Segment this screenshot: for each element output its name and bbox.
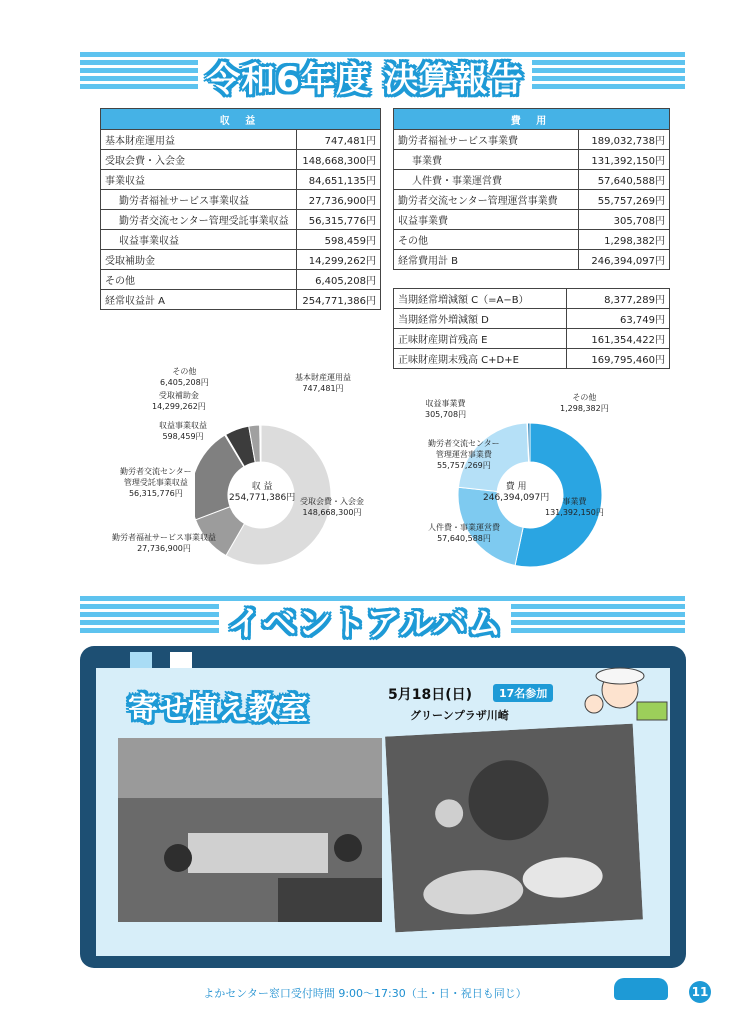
row-label: 事業費 xyxy=(394,150,579,170)
row-label: 受取補助金 xyxy=(101,250,297,270)
row-label: 収益事業費 xyxy=(394,210,579,230)
row-value: 161,354,422円 xyxy=(567,329,670,349)
row-value: 254,771,386円 xyxy=(296,290,380,310)
rev-label-welfare: 勤労者福祉サービス事業収益 27,736,900円 xyxy=(112,533,216,553)
row-label: 収益事業収益 xyxy=(101,230,297,250)
row-value: 189,032,738円 xyxy=(579,130,670,150)
table-row xyxy=(394,190,670,210)
event-place: グリーンプラザ川崎 xyxy=(410,709,509,722)
table-row xyxy=(394,170,670,190)
row-value: 56,315,776円 xyxy=(296,210,380,230)
table-row xyxy=(101,150,381,170)
row-label: 正味財産期首残高 E xyxy=(394,329,567,349)
expense-table xyxy=(393,108,670,270)
rev-label-subsidy: 受取補助金 14,299,262円 xyxy=(152,391,206,411)
row-label: 当期経常増減額 C（=A−B） xyxy=(394,289,567,309)
table-row xyxy=(101,130,381,150)
rev-label-other: その他 6,405,208円 xyxy=(160,367,209,387)
event-name: 寄せ植え教室 xyxy=(128,692,308,727)
table-row xyxy=(394,289,670,309)
row-label: 受取会費・入会金 xyxy=(101,150,297,170)
album-title: イベントアルバム xyxy=(0,596,730,645)
row-label: 勤労者福祉サービス事業収益 xyxy=(101,190,297,210)
row-label: 正味財産期末残高 C+D+E xyxy=(394,349,567,369)
table-row xyxy=(101,210,381,230)
event-participants: 17名参加 xyxy=(493,684,553,702)
table-row xyxy=(394,349,670,369)
row-value: 131,392,150円 xyxy=(579,150,670,170)
row-label: 当期経常外増減額 D xyxy=(394,309,567,329)
row-value: 63,749円 xyxy=(567,309,670,329)
table-row xyxy=(101,170,381,190)
row-value: 1,298,382円 xyxy=(579,230,670,250)
event-photo-planting xyxy=(385,724,643,933)
table-row xyxy=(394,230,670,250)
rev-label-profit: 収益事業収益 598,459円 xyxy=(159,421,207,441)
row-label: 勤労者交流センター管理運営事業費 xyxy=(394,190,579,210)
row-label: その他 xyxy=(394,230,579,250)
exp-label-business: 事業費 131,392,150円 xyxy=(545,497,604,517)
row-label: 勤労者福祉サービス事業費 xyxy=(394,130,579,150)
deco-house-2 xyxy=(170,652,192,668)
revenue-header: 収 益 xyxy=(101,109,381,130)
row-value: 27,736,900円 xyxy=(296,190,380,210)
exp-center-label: 費 用 246,394,097円 xyxy=(483,482,550,503)
yoka-logo xyxy=(614,978,668,1000)
deco-house-1 xyxy=(130,652,152,668)
row-value: 305,708円 xyxy=(579,210,670,230)
page-number: 11 xyxy=(689,981,711,1003)
exp-label-other: その他 1,298,382円 xyxy=(560,393,609,413)
table-row xyxy=(394,250,670,270)
row-value: 148,668,300円 xyxy=(296,150,380,170)
table-row xyxy=(101,250,381,270)
row-value: 8,377,289円 xyxy=(567,289,670,309)
gardener-illustration xyxy=(582,662,686,726)
table-row xyxy=(394,309,670,329)
row-label: 事業収益 xyxy=(101,170,297,190)
table-row xyxy=(101,230,381,250)
event-date: 5月18日(日) xyxy=(388,687,473,703)
row-value: 6,405,208円 xyxy=(296,270,380,290)
table-row xyxy=(394,329,670,349)
row-value: 598,459円 xyxy=(296,230,380,250)
table-row xyxy=(101,190,381,210)
exp-label-profit: 収益事業費 305,708円 xyxy=(425,399,467,419)
row-value: 747,481円 xyxy=(296,130,380,150)
table-row xyxy=(394,130,670,150)
row-value: 169,795,460円 xyxy=(567,349,670,369)
table-row xyxy=(394,150,670,170)
rev-label-basic: 基本財産運用益 747,481円 xyxy=(295,373,351,393)
row-label: その他 xyxy=(101,270,297,290)
rev-label-fees: 受取会費・入会金 148,668,300円 xyxy=(300,497,364,517)
row-value: 246,394,097円 xyxy=(579,250,670,270)
event-photo-classroom xyxy=(118,738,382,922)
exp-label-staff: 人件費・事業運営費 57,640,588円 xyxy=(428,523,500,543)
row-label: 経常費用計 B xyxy=(394,250,579,270)
exp-label-center: 勤労者交流センター 管理運営事業費 55,757,269円 xyxy=(428,439,500,470)
table-row xyxy=(101,290,381,310)
row-label: 基本財産運用益 xyxy=(101,130,297,150)
row-value: 84,651,135円 xyxy=(296,170,380,190)
revenue-table xyxy=(100,108,381,310)
row-label: 経常収益計 A xyxy=(101,290,297,310)
table-row xyxy=(394,210,670,230)
table-row xyxy=(101,270,381,290)
row-label: 人件費・事業運営費 xyxy=(394,170,579,190)
page-title: 令和6年度 決算報告 xyxy=(0,52,730,101)
summary-table xyxy=(393,288,670,369)
row-label: 勤労者交流センター管理受託事業収益 xyxy=(101,210,297,230)
rev-center-label: 収 益 254,771,386円 xyxy=(229,482,296,503)
expense-header: 費 用 xyxy=(394,109,670,130)
pie-slice xyxy=(260,425,261,462)
footer-hours: よかセンター窓口受付時間 9:00〜17:30（土・日・祝日も同じ） xyxy=(203,987,527,1000)
row-value: 57,640,588円 xyxy=(579,170,670,190)
row-value: 55,757,269円 xyxy=(579,190,670,210)
row-value: 14,299,262円 xyxy=(296,250,380,270)
rev-label-center: 勤労者交流センター 管理受託事業収益 56,315,776円 xyxy=(120,467,192,498)
